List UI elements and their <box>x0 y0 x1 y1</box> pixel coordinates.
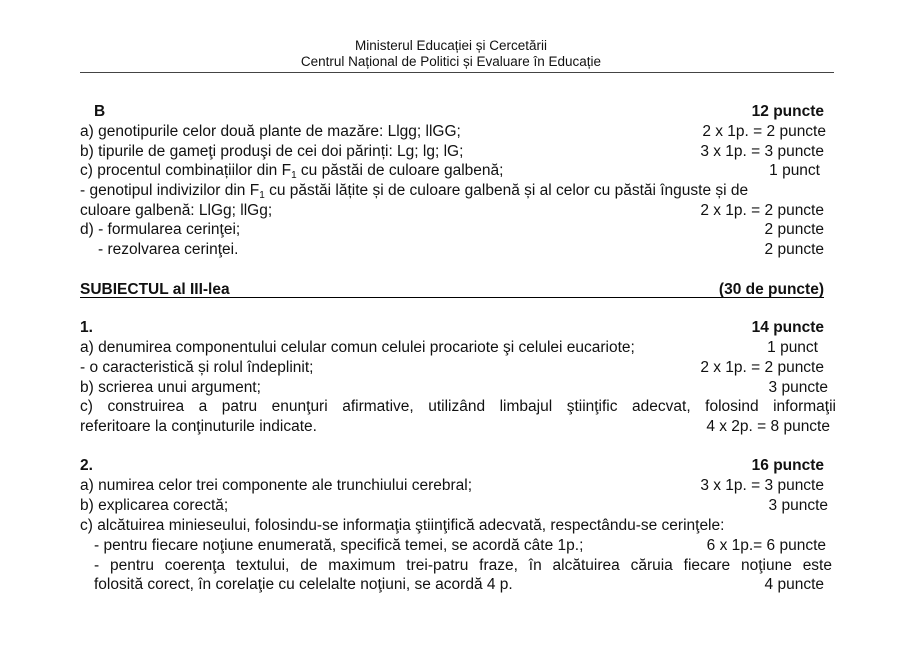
row-score: 3 puncte <box>768 497 828 514</box>
row-text: culoare galbenă: LlGg; llGg; <box>80 202 273 219</box>
item-2-row-c2 <box>94 556 832 575</box>
item-1-row-c: c) construirea a patru enunţuri afirmative, utilizând limbajul ştiinţific adecvat, folosind informaţii <box>80 398 836 415</box>
subject-3-heading <box>80 280 824 298</box>
row-text: b) tipurile de gameţi produşi de cei doi părinți: Lg; lg; lG; <box>80 143 464 160</box>
section-b-row-d <box>80 220 830 239</box>
row-score: 3 puncte <box>768 379 828 396</box>
subject-3-points: (30 de puncte) <box>718 281 824 298</box>
item-1-row-c2 <box>80 417 830 436</box>
row-score: 2 x 1p. = 2 puncte <box>700 359 824 376</box>
item-1-row-a <box>80 338 830 357</box>
section-b-row-genotype <box>80 181 830 200</box>
item-2-row-b <box>80 496 830 515</box>
row-text: c) procentul combinațiilor din $F_1$ cu păstăi de culoare galbenă; <box>80 162 504 181</box>
item-2-row-c <box>80 516 830 535</box>
section-b-title: B <box>94 103 106 120</box>
section-b-heading <box>80 102 830 121</box>
row-text: b) explicarea corectă; <box>80 497 229 514</box>
item-1-row-b <box>80 378 830 397</box>
row-text: - genotipul indivizilor din $F_1$ cu păstăi lățite și de culoare galbenă și al celor cu păstăi înguste și de <box>80 182 749 201</box>
section-b-points: 12 puncte <box>751 103 824 120</box>
row-text: - pentru fiecare noţiune enumerată, specifică temei, se acordă câte 1p.; <box>94 537 584 554</box>
row-text: c) alcătuirea minieseului, folosindu-se informaţia ştiinţifică adecvată, respectându-se cerinţele: <box>80 517 725 534</box>
row-score: 1 punct <box>769 162 820 179</box>
row-text: folosită corect, în corelaţie cu celelalte noţiuni, se acordă 4 p. <box>94 576 513 593</box>
row-text: b) scrierea unui argument; <box>80 379 261 396</box>
item-1-heading <box>80 318 830 337</box>
item-1-row-a2 <box>80 358 830 377</box>
row-score: 2 puncte <box>764 241 824 258</box>
center-name: Centrul Național de Politici și Evaluare în Educație <box>300 54 602 69</box>
header-rule <box>80 72 834 73</box>
item-1-title: 1. <box>80 319 93 336</box>
item-2-row-c2-cont <box>80 575 830 594</box>
item-1-points: 14 puncte <box>751 319 824 336</box>
section-b-row-b <box>80 142 830 161</box>
row-score: 2 x 1p. = 2 puncte <box>702 123 826 140</box>
row-text: - o caracteristică și rolul îndeplinit; <box>80 359 314 376</box>
document-header <box>0 38 902 70</box>
item-2-title: 2. <box>80 457 93 474</box>
item-2-row-c1 <box>80 536 830 555</box>
row-text: - pentru coerenţa textului, de maximum trei-patru fraze, în alcătuirea căruia fiecare noţiune este <box>94 557 832 574</box>
row-score: 4 x 2p. = 8 puncte <box>706 418 830 435</box>
row-text: a) denumirea componentului celular comun celulei procariote şi celulei eucariote; <box>80 339 635 356</box>
section-b-row-c <box>80 161 830 180</box>
row-score: 6 x 1p.= 6 puncte <box>706 537 826 554</box>
row-score: 3 x 1p. = 3 puncte <box>700 143 824 160</box>
row-score: 2 x 1p. = 2 puncte <box>700 202 824 219</box>
section-b-row-d2 <box>80 240 830 259</box>
row-text: referitoare la conţinuturile indicate. <box>80 418 317 435</box>
row-score: 2 puncte <box>764 221 824 238</box>
row-score: 4 puncte <box>764 576 824 593</box>
row-text: a) genotipurile celor două plante de mazăre: Llgg; llGG; <box>80 123 461 140</box>
row-text: a) numirea celor trei componente ale trunchiului cerebral; <box>80 477 473 494</box>
row-score: 3 x 1p. = 3 puncte <box>700 477 824 494</box>
item-2-row-a <box>80 476 830 495</box>
item-2-heading <box>80 456 830 475</box>
ministry-name: Ministerul Educației și Cercetării <box>354 38 548 53</box>
section-b-row-genotype-cont <box>80 201 830 220</box>
row-text: - rezolvarea cerinţei. <box>98 241 239 258</box>
row-score: 1 punct <box>767 339 818 356</box>
subject-3-title: SUBIECTUL al III-lea <box>80 281 230 298</box>
item-2-points: 16 puncte <box>751 457 824 474</box>
section-b-row-a <box>80 122 830 141</box>
row-text: d) - formularea cerinţei; <box>80 221 241 238</box>
